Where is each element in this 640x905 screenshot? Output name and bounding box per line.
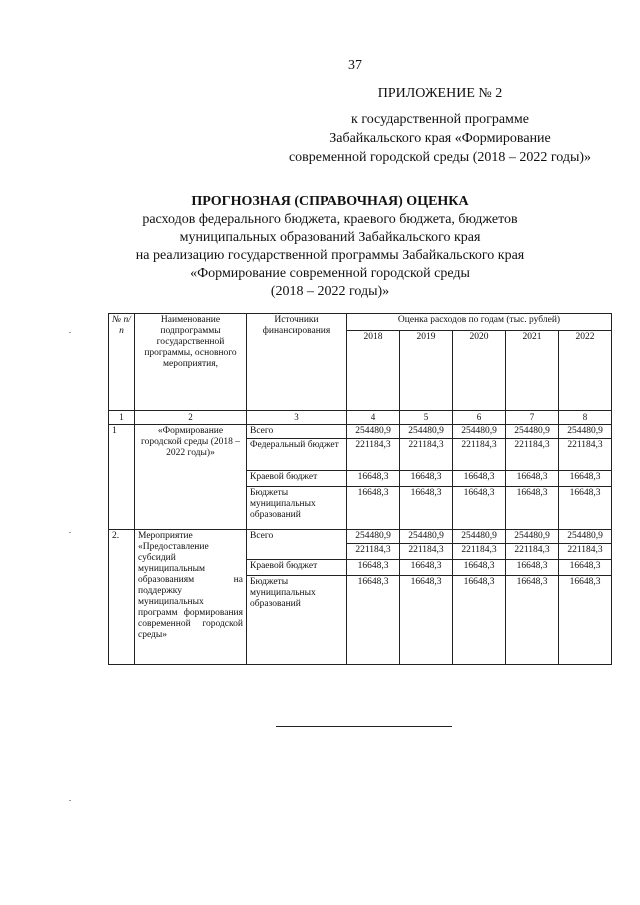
row-number: 1 — [109, 425, 135, 530]
funding-source: Краевой бюджет — [247, 471, 347, 487]
value-cell: 16648,3 — [559, 471, 612, 487]
program-name: Мероприятие «Предоставление субсидий муниципальным образованиям на поддержку муниципальных программ формирования современной городской среды» — [135, 530, 247, 665]
funding-source: Бюджеты муниципальных образований — [247, 575, 347, 664]
value-cell: 254480,9 — [559, 425, 612, 439]
value-cell: 254480,9 — [453, 530, 506, 544]
column-number: 2 — [135, 411, 247, 425]
document-title — [0, 193, 640, 301]
funding-source: Краевой бюджет — [247, 559, 347, 575]
title-heading: ПРОГНОЗНАЯ (СПРАВОЧНАЯ) ОЦЕНКА — [191, 194, 469, 209]
table-row — [109, 425, 612, 439]
value-cell: 16648,3 — [347, 487, 400, 530]
header-year: 2022 — [559, 331, 612, 411]
scan-mark — [69, 800, 71, 801]
column-number: 4 — [347, 411, 400, 425]
value-cell: 16648,3 — [559, 575, 612, 664]
annex-heading: ПРИЛОЖЕНИЕ № 2 — [377, 86, 503, 101]
header-name: Наименование подпрограммы государственной программы, основного мероприятия, — [135, 314, 247, 411]
funding-source: Всего — [247, 425, 347, 439]
value-cell: 254480,9 — [506, 530, 559, 544]
program-name: «Формирование городской среды (2018 – 2022 годы)» — [135, 425, 247, 530]
value-cell: 221184,3 — [506, 439, 559, 471]
value-cell: 221184,3 — [559, 439, 612, 471]
column-number: 7 — [506, 411, 559, 425]
value-cell: 254480,9 — [559, 530, 612, 544]
value-cell: 254480,9 — [347, 530, 400, 544]
value-cell: 16648,3 — [347, 559, 400, 575]
scan-mark — [69, 332, 71, 333]
value-cell: 16648,3 — [506, 575, 559, 664]
value-cell: 254480,9 — [400, 530, 453, 544]
header-estimate: Оценка расходов по годам (тыс. рублей) — [347, 314, 612, 331]
value-cell: 16648,3 — [400, 471, 453, 487]
header-row — [109, 314, 612, 331]
value-cell: 16648,3 — [559, 487, 612, 530]
header-year: 2021 — [506, 331, 559, 411]
scan-mark — [69, 532, 71, 533]
value-cell: 16648,3 — [453, 487, 506, 530]
annex-block — [270, 84, 610, 167]
page-number: 37 — [348, 58, 362, 73]
title-line: (2018 – 2022 годы)» — [270, 284, 390, 299]
annex-line: к государственной программе — [351, 112, 529, 127]
value-cell: 221184,3 — [453, 544, 506, 560]
value-cell: 16648,3 — [559, 559, 612, 575]
value-cell: 16648,3 — [400, 575, 453, 664]
row-number: 2. — [109, 530, 135, 665]
title-line: на реализацию государственной программы Забайкальского края — [135, 248, 525, 263]
header-year: 2020 — [453, 331, 506, 411]
column-number: 6 — [453, 411, 506, 425]
value-cell: 221184,3 — [400, 544, 453, 560]
value-cell: 16648,3 — [453, 471, 506, 487]
closing-rule — [276, 726, 452, 727]
value-cell: 221184,3 — [347, 439, 400, 471]
funding-source: Всего — [247, 530, 347, 544]
column-number: 3 — [247, 411, 347, 425]
annex-line: Забайкальского края «Формирование — [329, 131, 551, 146]
estimate-table — [108, 313, 612, 665]
value-cell: 16648,3 — [347, 575, 400, 664]
value-cell: 16648,3 — [400, 487, 453, 530]
value-cell: 221184,3 — [400, 439, 453, 471]
annex-line: современной городской среды (2018 – 2022 годы)» — [288, 150, 592, 165]
value-cell: 221184,3 — [559, 544, 612, 560]
value-cell: 254480,9 — [453, 425, 506, 439]
title-line: «Формирование современной городской среды — [190, 266, 470, 281]
value-cell: 16648,3 — [400, 559, 453, 575]
value-cell: 254480,9 — [506, 425, 559, 439]
table-row — [109, 530, 612, 544]
header-year: 2019 — [400, 331, 453, 411]
header-number: № п/п — [109, 314, 135, 411]
header-year: 2018 — [347, 331, 400, 411]
value-cell: 221184,3 — [347, 544, 400, 560]
value-cell: 16648,3 — [453, 575, 506, 664]
funding-source: Бюджеты муниципальных образований — [247, 487, 347, 530]
column-number-row — [109, 411, 612, 425]
header-source: Источники финансирования — [247, 314, 347, 411]
column-number: 5 — [400, 411, 453, 425]
value-cell: 16648,3 — [506, 559, 559, 575]
value-cell: 221184,3 — [453, 439, 506, 471]
value-cell: 254480,9 — [400, 425, 453, 439]
value-cell: 16648,3 — [506, 471, 559, 487]
column-number: 8 — [559, 411, 612, 425]
value-cell: 16648,3 — [506, 487, 559, 530]
title-line: расходов федерального бюджета, краевого бюджета, бюджетов — [142, 212, 518, 227]
value-cell: 221184,3 — [506, 544, 559, 560]
funding-source: Федеральный бюджет — [247, 439, 347, 471]
funding-source — [247, 544, 347, 560]
value-cell: 254480,9 — [347, 425, 400, 439]
value-cell: 16648,3 — [453, 559, 506, 575]
title-line: муниципальных образований Забайкальского края — [179, 230, 481, 245]
value-cell: 16648,3 — [347, 471, 400, 487]
column-number: 1 — [109, 411, 135, 425]
